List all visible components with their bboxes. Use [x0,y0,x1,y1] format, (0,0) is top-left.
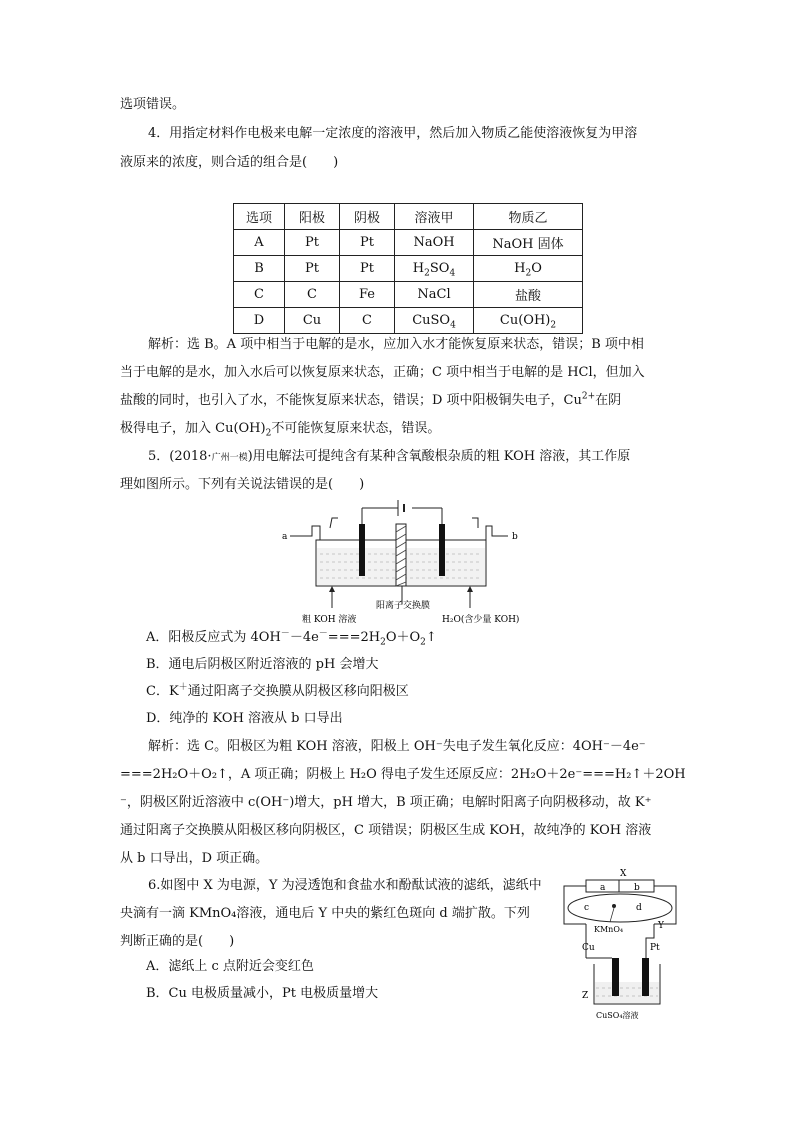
cell-anode: Cu [285,308,340,334]
q4-stem-line1: 4．用指定材料作电极来电解一定浓度的溶液甲，然后加入物质乙能使溶液恢复为甲溶 [148,126,638,141]
q5-analysis-line2: ===2H₂O＋O₂↑，A 项正确；阴极上 H₂O 得电子发生还原反应：2H₂O＋2e⁻===H₂↑＋2OH [120,767,686,782]
q4-analysis-line2: 当于电解的是水，加入水后可以恢复原来状态，正确；C 项中相当于电解的是 HCl，但加入 [120,365,645,380]
table-row [234,282,583,308]
cell-cathode: Pt [340,256,395,282]
q6-option-b: B．Cu 电极质量减小，Pt 电极质量增大 [146,986,379,1001]
cell-solution: NaOH [395,230,474,256]
cu-electrode [612,958,619,996]
cathode-electrode [439,524,445,576]
q5-option-b: B．通电后阴极区附近溶液的 pH 会增大 [146,657,379,672]
table-row [234,308,583,334]
q5-electrolysis-figure [280,496,530,626]
svg-text:c: c [584,903,590,913]
cell-cathode: C [340,308,395,334]
q5-option-d: D．纯净的 KOH 溶液从 b 口导出 [146,711,343,726]
q5-analysis-line3: ⁻，阴极区附近溶液中 c(OH⁻)增大，pH 增大，B 项正确；电解时阳离子向阴极移动，故 K⁺ [120,795,652,810]
cell-option: C [234,282,285,308]
q5-stem-line1: 5．(2018·广州一模)用电解法可提纯含有某种含氧酸根杂质的粗 KOH 溶液，其工作原 [148,449,631,464]
header-substance: 物质乙 [474,204,583,230]
svg-text:d: d [636,903,642,913]
power-x-label: X [620,869,627,879]
q4-analysis-line4: 极得电子，加入 $Cu(OH)_2$不可能恢复原来状态，错误。 [120,421,441,439]
cell-cathode: Pt [340,230,395,256]
cell-cathode: Fe [340,282,395,308]
cell-option: D [234,308,285,334]
header-option: 选项 [234,204,285,230]
q5-option-c: C．K＋通过阳离子交换膜从阴极区移向阳极区 [146,682,409,699]
cell-solution: $H_2SO_4$ [395,256,474,282]
cell-substance: $Cu(OH)_2$ [474,308,583,334]
header-anode: 阳极 [285,204,340,230]
q6-option-a: A．滤纸上 c 点附近会变红色 [146,959,314,974]
kmno4-label: KMnO₄ [594,925,624,934]
cell-anode: Pt [285,230,340,256]
table-row [234,230,583,256]
q5-stem-line2: 理如图所示。下列有关说法错误的是( ) [120,477,365,492]
cell-option: B [234,256,285,282]
header-cathode: 阴极 [340,204,395,230]
q6-stem-line2: 央滴有一滴 KMnO₄溶液，通电后 Y 中央的紫红色斑向 d 端扩散。下列 [120,906,530,921]
svg-text:Z: Z [582,991,589,1001]
cell-option: A [234,230,285,256]
power-source [586,880,654,892]
outlet-b-label: b [512,532,518,542]
paper-y-label: Y [658,921,664,931]
svg-text:Cu: Cu [582,943,595,953]
cell-solution: NaCl [395,282,474,308]
pt-electrode [642,958,649,996]
table-row [234,256,583,282]
q4-stem-line2: 液原来的浓度，则合适的组合是( ) [120,155,339,170]
q5-option-a: A．阳极反应式为 $4OH^--4e^-===2H_2O+O_2↑$ [146,628,437,648]
cell-solution: CuSO$_4$ [395,308,474,334]
q6-stem-line1: 6.如图中 X 为电源，Y 为浸透饱和食盐水和酚酞试液的滤纸，滤纸中 [148,878,542,893]
q5-analysis-line4: 通过阳离子交换膜从阳极区移向阴极区，C 项错误；阴极区生成 KOH，故纯净的 KOH 溶液 [120,823,652,838]
left-solution-label: 粗 KOH 溶液 [302,615,357,625]
q5-analysis-line5: 从 b 口导出，D 项正确。 [120,851,269,866]
intro-line: 选项错误。 [120,97,186,112]
q4-analysis-line3: 盐酸的同时，也引入了水，不能恢复原来状态，错误；D 项中阳极铜失电子，$Cu^{2+}$在阴 [120,391,622,408]
q4-analysis-line1: 解析：选 B。A 项中相当于电解的是水，应加入水才能恢复原来状态，错误；B 项中相 [148,337,644,352]
cell-substance: 盐酸 [474,282,583,308]
right-solution-label: H₂O(含少量 KOH) [442,615,520,625]
svg-text:b: b [634,883,640,893]
cell-substance: $H_2O$ [474,256,583,282]
q6-circuit-figure [556,864,686,1024]
q6-stem-line3: 判断正确的是( ) [120,934,235,949]
cell-substance: NaOH 固体 [474,230,583,256]
anode-electrode [359,524,365,576]
svg-text:a: a [600,883,606,893]
membrane-label: 阳离子交换膜 [376,601,431,611]
q4-table [233,203,583,334]
q5-analysis-line1: 解析：选 C。阳极区为粗 KOH 溶液，阳极上 OH⁻失电子发生氧化反应：4OH⁻－4e⁻ [148,739,646,754]
cell-anode: C [285,282,340,308]
svg-text:Pt: Pt [650,943,660,953]
header-solution: 溶液甲 [395,204,474,230]
cell-anode: Pt [285,256,340,282]
cuso4-label: CuSO₄溶液 [596,1011,639,1020]
table-header-row [234,204,583,230]
outlet-a-label: a [282,532,288,542]
